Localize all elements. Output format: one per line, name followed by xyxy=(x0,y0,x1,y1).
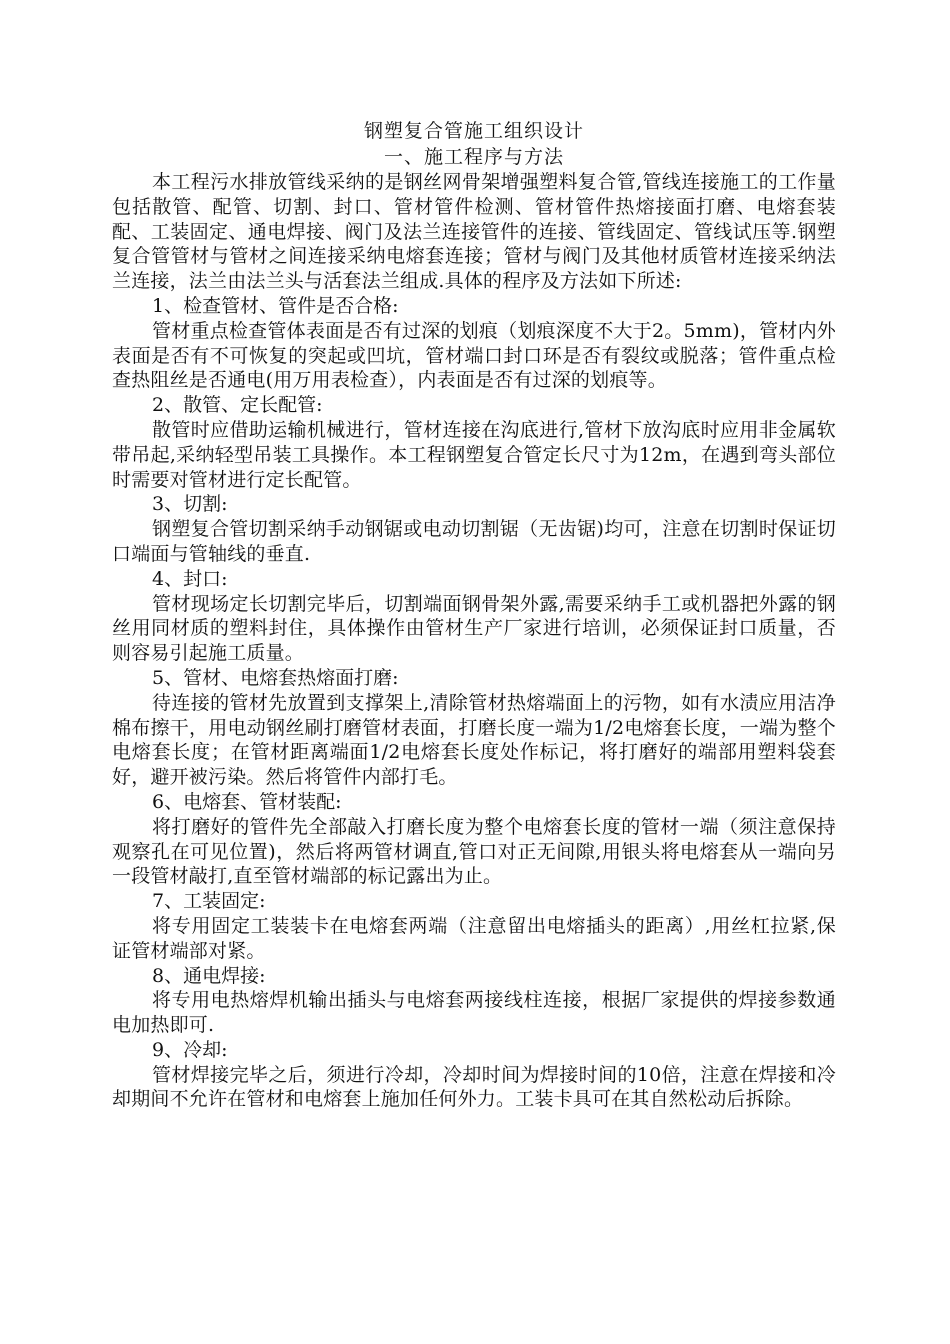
section-heading: 一、施工程序与方法 xyxy=(383,146,564,168)
item-body-2: 散管时应借助运输机械进行，管材连接在沟底进行,管材下放沟底时应用非金属软带吊起,采纳轻型吊装工具操作。本工程钢塑复合管定长尺寸为12m，在遇到弯头部位时需要对管材进行定长配管。 xyxy=(112,418,836,491)
item-heading-5: 5、管材、电熔套热熔面打磨: xyxy=(152,666,399,689)
item-heading-7: 7、工装固定: xyxy=(152,890,266,913)
item-body-6: 将打磨好的管件先全部敲入打磨长度为整个电熔套长度的管材一端（须注意保持观察孔在可见位置)，然后将两管材调直,管口对正无间隙,用银头将电熔套从一端向另一段管材敲打,直至管材端部的标记露出为止。 xyxy=(112,815,836,888)
item-heading-3: 3、切割: xyxy=(152,493,228,516)
item-body-3: 钢塑复合管切割采纳手动钢锯或电动切割锯（无齿锯)均可，注意在切割时保证切口端面与管轴线的垂直. xyxy=(112,518,836,565)
document-body xyxy=(112,118,836,1112)
item-body-5: 待连接的管材先放置到支撑架上,清除管材热熔端面上的污物，如有水渍应用洁净棉布擦干，用电动钢丝刷打磨管材表面，打磨长度一端为1/2电熔套长度，一端为整个电熔套长度；在管材距离端面1/2电熔套长度处作标记，将打磨好的端部用塑料袋套好，避开被污染。然后将管件内部打毛。 xyxy=(112,691,836,789)
item-heading-2: 2、散管、定长配管: xyxy=(152,394,323,417)
item-heading-9: 9、冷却: xyxy=(152,1038,228,1061)
item-heading-1: 1、检查管材、管件是否合格: xyxy=(152,294,399,317)
item-body-4: 管材现场定长切割完毕后，切割端面钢骨架外露,需要采纳手工或机器把外露的钢丝用同材质的塑料封住，具体操作由管材生产厂家进行培训，必须保证封口质量，否则容易引起施工质量。 xyxy=(112,592,836,665)
document-title: 钢塑复合管施工组织设计 xyxy=(363,120,584,142)
item-body-9: 管材焊接完毕之后，须进行冷却，冷却时间为焊接时间的10倍，注意在焊接和冷却期间不允许在管材和电熔套上施加任何外力。工装卡具可在其自然松动后拆除。 xyxy=(112,1063,836,1111)
item-heading-8: 8、通电焊接: xyxy=(152,964,266,987)
item-body-7: 将专用固定工装装卡在电熔套两端（注意留出电熔插头的距离）,用丝杠拉紧,保证管材端部对紧。 xyxy=(112,914,836,962)
item-body-1: 管材重点检查管体表面是否有过深的划痕（划痕深度不大于2。5mm)，管材内外表面是否有不可恢复的突起或凹坑，管材端口封口环是否有裂纹或脱落；管件重点检查热阻丝是否通电(用万用表检查），内表面是否有过深的划痕等。 xyxy=(112,319,836,392)
item-body-8: 将专用电热熔焊机输出插头与电熔套两接线柱连接，根据厂家提供的焊接参数通电加热即可. xyxy=(112,989,836,1037)
item-heading-6: 6、电熔套、管材装配: xyxy=(152,790,342,813)
intro-paragraph: 本工程污水排放管线采纳的是钢丝网骨架增强塑料复合管,管线连接施工的工作量包括散管、配管、切割、封口、管材管件检测、管材管件热熔接面打磨、电熔套装配、工装固定、通电焊接、阀门及法兰连接管件的连接、管线固定、管线试压等.钢塑复合管管材与管材之间连接采纳电熔套连接；管材与阀门及其他材质管材连接采纳法兰连接，法兰由法兰头与活套法兰组成.具体的程序及方法如下所述: xyxy=(112,171,836,293)
item-heading-4: 4、封口: xyxy=(152,567,228,590)
